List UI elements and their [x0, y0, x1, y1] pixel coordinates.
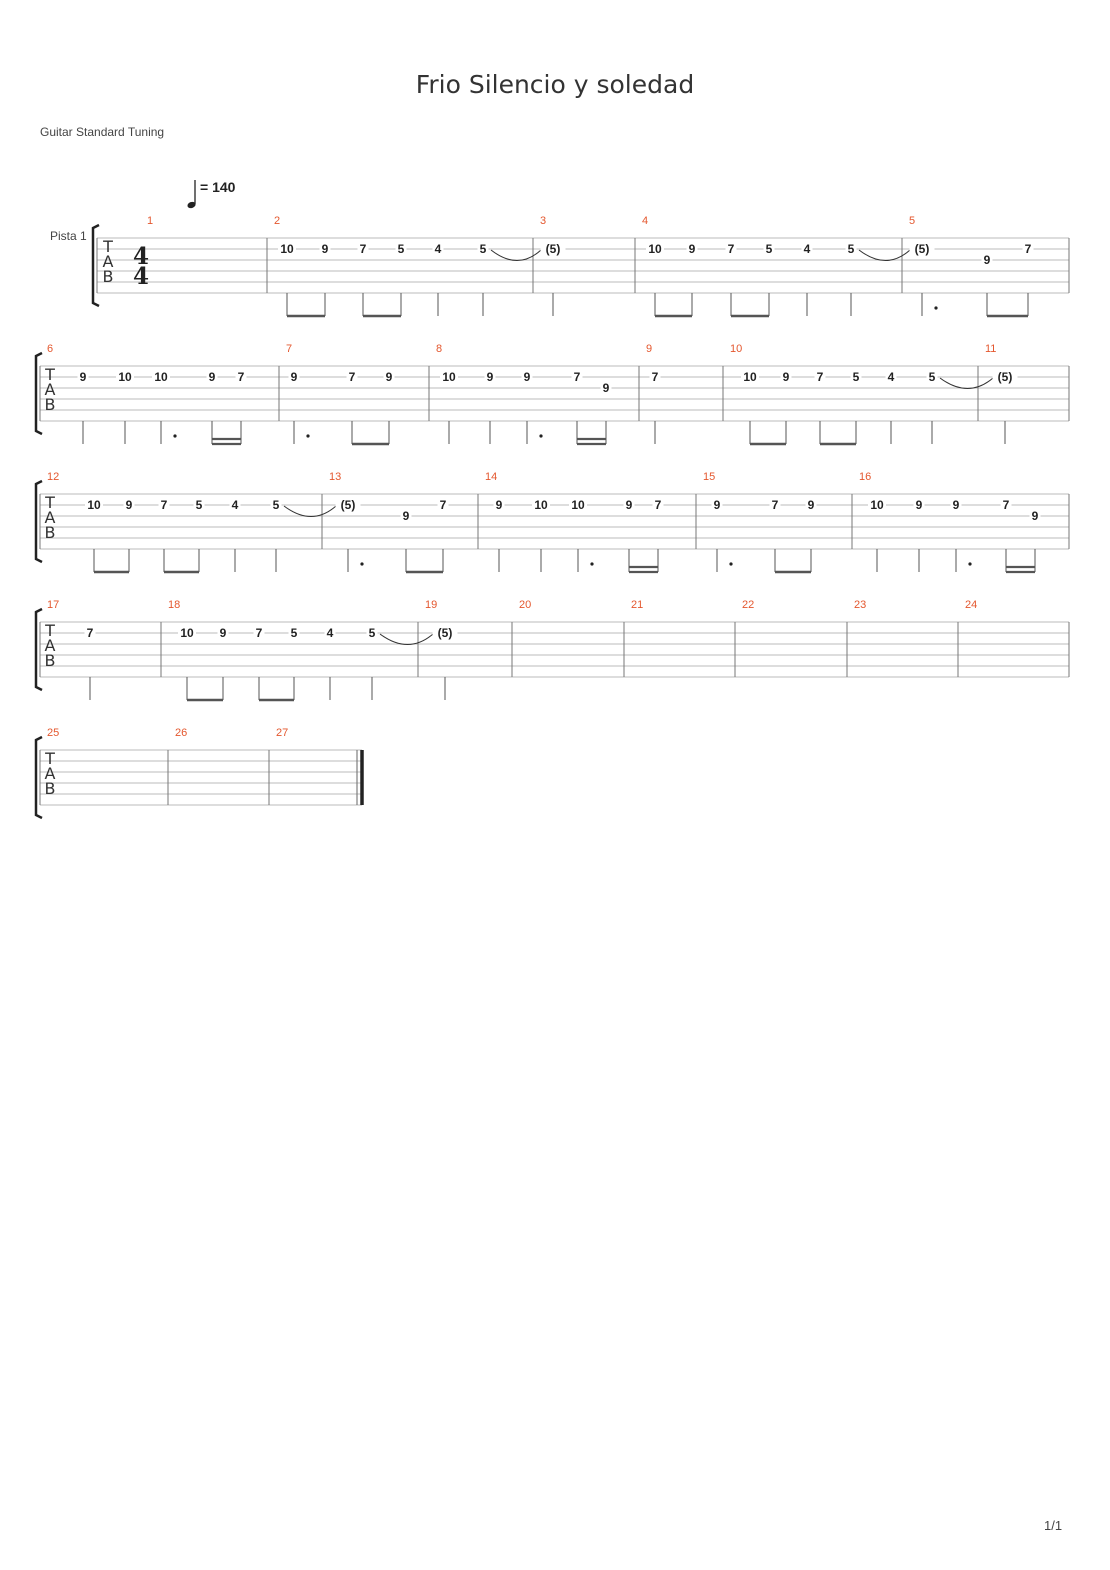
- fret-number: 9: [602, 381, 610, 395]
- rhythm-dot: [968, 562, 971, 565]
- measure-number: 2: [274, 215, 281, 227]
- fret-number: 5: [479, 242, 487, 256]
- fret-number: 10: [280, 242, 294, 256]
- time-signature-top: 4: [132, 243, 150, 270]
- fret-number: 10: [154, 370, 168, 384]
- measure-number: 24: [965, 599, 978, 611]
- fret-number: 5: [765, 242, 773, 256]
- measure-number: 26: [175, 727, 188, 739]
- measure-number: 1: [147, 215, 154, 227]
- tempo-value: = 140: [200, 179, 236, 195]
- measure-number: 12: [47, 471, 60, 483]
- tuning-label: Guitar Standard Tuning: [40, 125, 165, 139]
- fret-number: 9: [125, 498, 133, 512]
- system-bracket: [36, 353, 42, 434]
- fret-number: 10: [118, 370, 132, 384]
- measure-number: 14: [485, 471, 498, 483]
- rhythm-dot: [934, 306, 937, 309]
- fret-number: 7: [1002, 498, 1010, 512]
- tab-clef-letter: T: [45, 749, 55, 768]
- fret-number: 4: [803, 242, 811, 256]
- fret-number: 5: [847, 242, 855, 256]
- tie-arc: [284, 506, 336, 517]
- fret-number: 9: [983, 253, 991, 267]
- score-title: Frio Silencio y soledad: [415, 70, 695, 99]
- fret-number: 9: [523, 370, 531, 384]
- fret-number: 10: [648, 242, 662, 256]
- tab-clef-letter: T: [45, 621, 55, 640]
- fret-number: 9: [952, 498, 960, 512]
- fret-number: 5: [290, 626, 298, 640]
- rhythm-dot: [306, 434, 309, 437]
- tab-clef-letter: T: [45, 365, 55, 384]
- fret-number: 10: [870, 498, 884, 512]
- fret-number: 9: [915, 498, 923, 512]
- fret-number: 9: [625, 498, 633, 512]
- fret-number: 7: [816, 370, 824, 384]
- page-number: 1/1: [1044, 1518, 1063, 1533]
- fret-number: 9: [713, 498, 721, 512]
- measure-number: 7: [286, 343, 293, 355]
- fret-number: 9: [402, 509, 410, 523]
- measure-number: 4: [642, 215, 649, 227]
- system-bracket: [36, 481, 42, 562]
- measure-number: 13: [329, 471, 342, 483]
- fret-number: 4: [887, 370, 895, 384]
- fret-number: 5: [397, 242, 405, 256]
- measure-number: 6: [47, 343, 54, 355]
- measure-number: 23: [854, 599, 867, 611]
- fret-number: 9: [208, 370, 216, 384]
- tab-clef-letter: B: [44, 395, 56, 414]
- fret-number: (5): [914, 242, 930, 256]
- fret-number: 5: [195, 498, 203, 512]
- track-name: Pista 1: [50, 229, 87, 243]
- fret-number: (5): [340, 498, 356, 512]
- fret-number: 7: [359, 242, 367, 256]
- rhythm-dot: [590, 562, 593, 565]
- fret-number: 7: [727, 242, 735, 256]
- tab-clef-letter: T: [45, 493, 55, 512]
- fret-number: (5): [437, 626, 453, 640]
- measure-number: 5: [909, 215, 916, 227]
- fret-number: 10: [87, 498, 101, 512]
- tab-clef-letter: A: [44, 636, 56, 655]
- fret-number: 10: [743, 370, 757, 384]
- rhythm-dot: [360, 562, 363, 565]
- fret-number: 4: [231, 498, 239, 512]
- tab-clef-letter: A: [44, 508, 56, 527]
- system-bracket: [36, 609, 42, 690]
- measure-number: 15: [703, 471, 716, 483]
- tab-clef-letter: B: [44, 779, 56, 798]
- measure-number: 20: [519, 599, 532, 611]
- measure-number: 3: [540, 215, 547, 227]
- measure-number: 25: [47, 727, 60, 739]
- fret-number: 10: [571, 498, 585, 512]
- fret-number: 9: [807, 498, 815, 512]
- fret-number: 7: [160, 498, 168, 512]
- fret-number: 5: [368, 626, 376, 640]
- fret-number: 9: [79, 370, 87, 384]
- rhythm-dot: [173, 434, 176, 437]
- tab-clef-letter: A: [44, 380, 56, 399]
- fret-number: 7: [348, 370, 356, 384]
- fret-number: 10: [534, 498, 548, 512]
- fret-number: 4: [326, 626, 334, 640]
- tab-clef-letter: T: [103, 237, 113, 256]
- system-bracket: [93, 225, 99, 306]
- fret-number: (5): [545, 242, 561, 256]
- measure-number: 8: [436, 343, 443, 355]
- fret-number: 7: [255, 626, 263, 640]
- measure-number: 18: [168, 599, 181, 611]
- tab-clef-letter: B: [44, 651, 56, 670]
- tab-clef-letter: B: [44, 523, 56, 542]
- measure-number: 22: [742, 599, 755, 611]
- rhythm-dot: [539, 434, 542, 437]
- fret-number: 9: [219, 626, 227, 640]
- fret-number: 9: [782, 370, 790, 384]
- fret-number: 9: [486, 370, 494, 384]
- measure-number: 16: [859, 471, 872, 483]
- measure-number: 27: [276, 727, 289, 739]
- tie-arc: [940, 378, 993, 389]
- rhythm-dot: [729, 562, 732, 565]
- fret-number: 10: [442, 370, 456, 384]
- time-signature-bottom: 4: [132, 263, 150, 290]
- measure-number: 11: [985, 343, 997, 355]
- tab-clef-letter: A: [102, 252, 114, 271]
- fret-number: 9: [385, 370, 393, 384]
- tie-arc: [380, 634, 433, 645]
- fret-number: 9: [290, 370, 298, 384]
- measure-number: 10: [730, 343, 743, 355]
- measure-number: 17: [47, 599, 60, 611]
- fret-number: 7: [573, 370, 581, 384]
- fret-number: (5): [997, 370, 1013, 384]
- measure-number: 19: [425, 599, 438, 611]
- measure-number: 21: [631, 599, 644, 611]
- fret-number: 9: [688, 242, 696, 256]
- fret-number: 9: [321, 242, 329, 256]
- fret-number: 7: [439, 498, 447, 512]
- fret-number: 7: [1024, 242, 1032, 256]
- fret-number: 7: [654, 498, 662, 512]
- tab-clef-letter: B: [102, 267, 114, 286]
- fret-number: 7: [771, 498, 779, 512]
- fret-number: 5: [272, 498, 280, 512]
- fret-number: 5: [928, 370, 936, 384]
- fret-number: 4: [434, 242, 442, 256]
- fret-number: 7: [86, 626, 94, 640]
- fret-number: 9: [1031, 509, 1039, 523]
- fret-number: 7: [651, 370, 659, 384]
- tab-clef-letter: A: [44, 764, 56, 783]
- system-bracket: [36, 737, 42, 818]
- fret-number: 7: [237, 370, 245, 384]
- fret-number: 5: [852, 370, 860, 384]
- measure-number: 9: [646, 343, 653, 355]
- fret-number: 9: [495, 498, 503, 512]
- fret-number: 10: [180, 626, 194, 640]
